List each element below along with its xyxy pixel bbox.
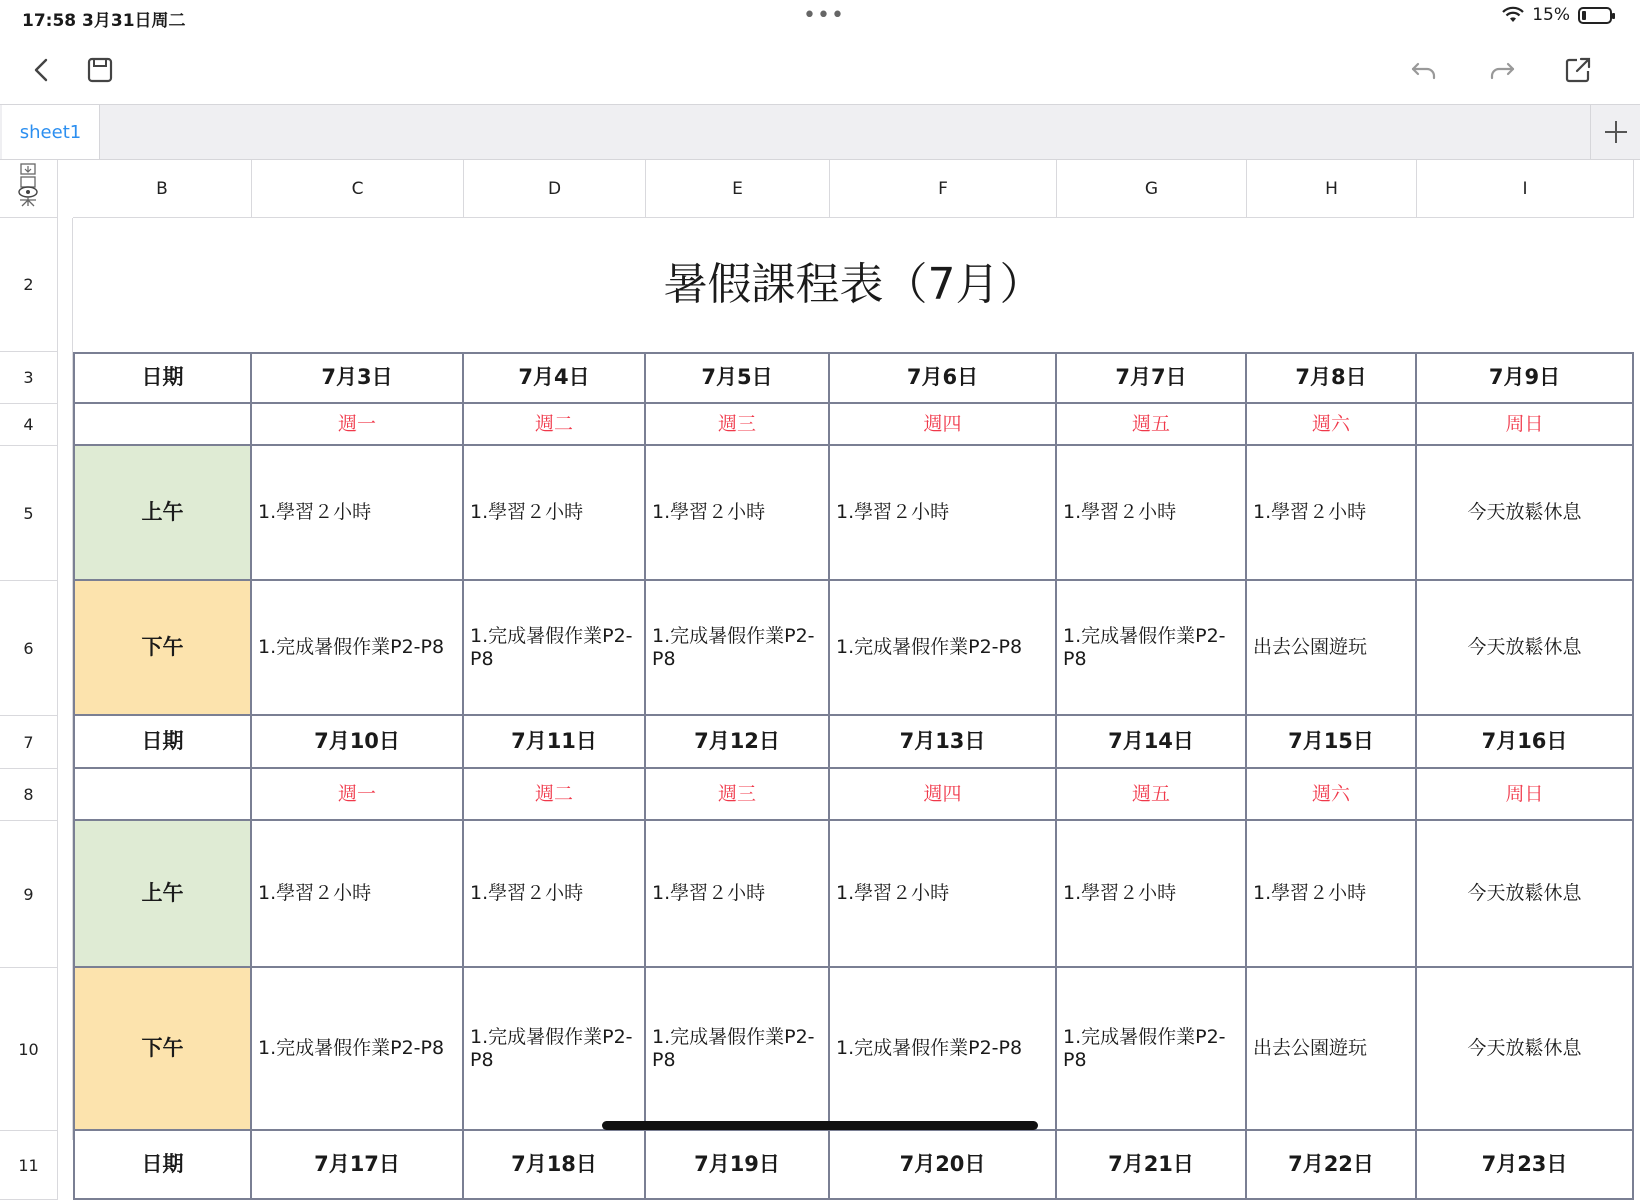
column-header-d[interactable]: D <box>464 160 646 218</box>
row-header-11[interactable]: 11 <box>0 1131 58 1200</box>
spreadsheet-grid[interactable] <box>0 160 1640 1176</box>
share-button[interactable] <box>1558 50 1598 90</box>
redo-button[interactable] <box>1482 50 1522 90</box>
pm-task-cell[interactable]: 出去公園遊玩 <box>1247 968 1417 1131</box>
column-header-f[interactable]: F <box>830 160 1057 218</box>
empty-cell[interactable] <box>73 404 252 446</box>
am-task-cell[interactable]: 1.學習２小時 <box>646 446 830 581</box>
date-cell[interactable]: 7月11日 <box>464 716 646 769</box>
row-header-6[interactable]: 6 <box>0 581 58 716</box>
row-header-5[interactable]: 5 <box>0 446 58 581</box>
weekday-cell[interactable]: 週一 <box>252 769 464 821</box>
column-header-g[interactable]: G <box>1057 160 1247 218</box>
am-task-cell[interactable]: 1.學習２小時 <box>1057 821 1247 968</box>
chevron-left-icon <box>27 55 57 85</box>
battery-icon <box>1578 7 1612 24</box>
date-cell[interactable]: 7月16日 <box>1417 716 1634 769</box>
pm-task-cell[interactable]: 1.完成暑假作業P2-P8 <box>1057 581 1247 716</box>
am-task-cell[interactable]: 1.學習２小時 <box>252 446 464 581</box>
am-task-cell[interactable]: 1.學習２小時 <box>830 821 1057 968</box>
pm-task-cell[interactable]: 1.完成暑假作業P2-P8 <box>830 581 1057 716</box>
select-all-corner[interactable] <box>0 160 58 218</box>
back-button[interactable] <box>22 50 62 90</box>
am-task-cell[interactable]: 今天放鬆休息 <box>1417 446 1634 581</box>
pm-task-cell[interactable]: 今天放鬆休息 <box>1417 968 1634 1131</box>
column-header-h[interactable]: H <box>1247 160 1417 218</box>
pm-task-cell[interactable]: 1.完成暑假作業P2-P8 <box>252 968 464 1131</box>
date-cell[interactable]: 7月23日 <box>1417 1131 1634 1200</box>
am-task-cell[interactable]: 1.學習２小時 <box>830 446 1057 581</box>
column-header-b[interactable]: B <box>73 160 252 218</box>
empty-cell[interactable] <box>73 769 252 821</box>
pm-label-cell[interactable]: 下午 <box>73 581 252 716</box>
pm-task-cell[interactable]: 1.完成暑假作業P2-P8 <box>464 968 646 1131</box>
am-task-cell[interactable]: 1.學習２小時 <box>1057 446 1247 581</box>
am-task-cell[interactable]: 1.學習２小時 <box>646 821 830 968</box>
date-cell[interactable]: 7月19日 <box>646 1131 830 1200</box>
freeze-panes-icon <box>0 160 58 218</box>
status-bar <box>0 0 1640 34</box>
row-header-10[interactable]: 10 <box>0 968 58 1131</box>
weekday-cell[interactable]: 週二 <box>464 769 646 821</box>
floppy-disk-icon <box>85 55 115 85</box>
toolbar <box>0 38 1640 100</box>
date-label-cell[interactable]: 日期 <box>73 1131 252 1200</box>
column-header-c[interactable]: C <box>252 160 464 218</box>
add-sheet-button[interactable] <box>1590 105 1640 159</box>
date-cell[interactable]: 7月8日 <box>1247 352 1417 404</box>
am-task-cell[interactable]: 1.學習２小時 <box>252 821 464 968</box>
pm-task-cell[interactable]: 1.完成暑假作業P2-P8 <box>1057 968 1247 1131</box>
date-cell[interactable]: 7月7日 <box>1057 352 1247 404</box>
date-cell[interactable]: 7月3日 <box>252 352 464 404</box>
pm-task-cell[interactable]: 出去公園遊玩 <box>1247 581 1417 716</box>
status-time-date: 17:58 3月31日周二 <box>22 11 186 31</box>
pm-label-cell[interactable]: 下午 <box>73 968 252 1131</box>
date-cell[interactable]: 7月20日 <box>830 1131 1057 1200</box>
pm-task-cell[interactable]: 1.完成暑假作業P2-P8 <box>464 581 646 716</box>
row-header-3[interactable]: 3 <box>0 352 58 404</box>
date-label-cell[interactable]: 日期 <box>73 716 252 769</box>
am-label-cell[interactable]: 上午 <box>73 821 252 968</box>
row-header-9[interactable]: 9 <box>0 821 58 968</box>
am-task-cell[interactable]: 1.學習２小時 <box>464 821 646 968</box>
weekday-cell[interactable]: 周日 <box>1417 769 1634 821</box>
weekday-cell[interactable]: 週三 <box>646 769 830 821</box>
battery-percent: 15% <box>1532 5 1570 25</box>
date-cell[interactable]: 7月17日 <box>252 1131 464 1200</box>
sheet-title-cell[interactable]: 暑假課程表（7月） <box>663 258 1044 310</box>
weekday-cell[interactable]: 週六 <box>1247 404 1417 446</box>
date-cell[interactable]: 7月10日 <box>252 716 464 769</box>
tab-sheet1[interactable]: sheet1 <box>2 105 100 159</box>
date-cell[interactable]: 7月13日 <box>830 716 1057 769</box>
date-cell[interactable]: 7月15日 <box>1247 716 1417 769</box>
am-label-cell[interactable]: 上午 <box>73 446 252 581</box>
date-cell[interactable]: 7月6日 <box>830 352 1057 404</box>
weekday-cell[interactable]: 週一 <box>252 404 464 446</box>
date-cell[interactable]: 7月14日 <box>1057 716 1247 769</box>
share-icon <box>1563 55 1593 85</box>
weekday-cell[interactable]: 週五 <box>1057 769 1247 821</box>
pm-task-cell[interactable]: 1.完成暑假作業P2-P8 <box>646 968 830 1131</box>
save-button[interactable] <box>80 50 120 90</box>
date-cell[interactable]: 7月18日 <box>464 1131 646 1200</box>
am-task-cell[interactable]: 今天放鬆休息 <box>1417 821 1634 968</box>
weekday-cell[interactable]: 周日 <box>1417 404 1634 446</box>
date-cell[interactable]: 7月22日 <box>1247 1131 1417 1200</box>
pm-task-cell[interactable]: 1.完成暑假作業P2-P8 <box>646 581 830 716</box>
pm-task-cell[interactable]: 今天放鬆休息 <box>1417 581 1634 716</box>
weekday-cell[interactable]: 週四 <box>830 769 1057 821</box>
date-label-cell[interactable]: 日期 <box>73 352 252 404</box>
am-task-cell[interactable]: 1.學習２小時 <box>1247 446 1417 581</box>
column-header-i[interactable]: I <box>1417 160 1634 218</box>
wifi-icon <box>1502 7 1524 23</box>
date-cell[interactable]: 7月12日 <box>646 716 830 769</box>
row-header-2[interactable]: 2 <box>0 218 58 352</box>
am-task-cell[interactable]: 1.學習２小時 <box>1247 821 1417 968</box>
weekday-cell[interactable]: 週四 <box>830 404 1057 446</box>
undo-button[interactable] <box>1404 50 1444 90</box>
weekday-cell[interactable]: 週三 <box>646 404 830 446</box>
column-header-e[interactable]: E <box>646 160 830 218</box>
row-header-7[interactable]: 7 <box>0 716 58 769</box>
date-cell[interactable]: 7月21日 <box>1057 1131 1247 1200</box>
pm-task-cell[interactable]: 1.完成暑假作業P2-P8 <box>252 581 464 716</box>
redo-icon <box>1487 55 1517 85</box>
date-cell[interactable]: 7月4日 <box>464 352 646 404</box>
plus-icon <box>1603 119 1629 145</box>
undo-icon <box>1409 55 1439 85</box>
column-a-collapsed <box>58 218 73 1140</box>
multitask-dots-icon[interactable]: ••• <box>803 3 845 28</box>
row-header-8[interactable]: 8 <box>0 769 58 821</box>
date-cell[interactable]: 7月5日 <box>646 352 830 404</box>
home-indicator[interactable] <box>602 1121 1038 1130</box>
status-right <box>1502 5 1612 25</box>
row-header-4[interactable]: 4 <box>0 404 58 446</box>
pm-task-cell[interactable]: 1.完成暑假作業P2-P8 <box>830 968 1057 1131</box>
weekday-cell[interactable]: 週五 <box>1057 404 1247 446</box>
weekday-cell[interactable]: 週六 <box>1247 769 1417 821</box>
am-task-cell[interactable]: 1.學習２小時 <box>464 446 646 581</box>
weekday-cell[interactable]: 週二 <box>464 404 646 446</box>
date-cell[interactable]: 7月9日 <box>1417 352 1634 404</box>
sheet-tab-bar <box>0 104 1640 160</box>
